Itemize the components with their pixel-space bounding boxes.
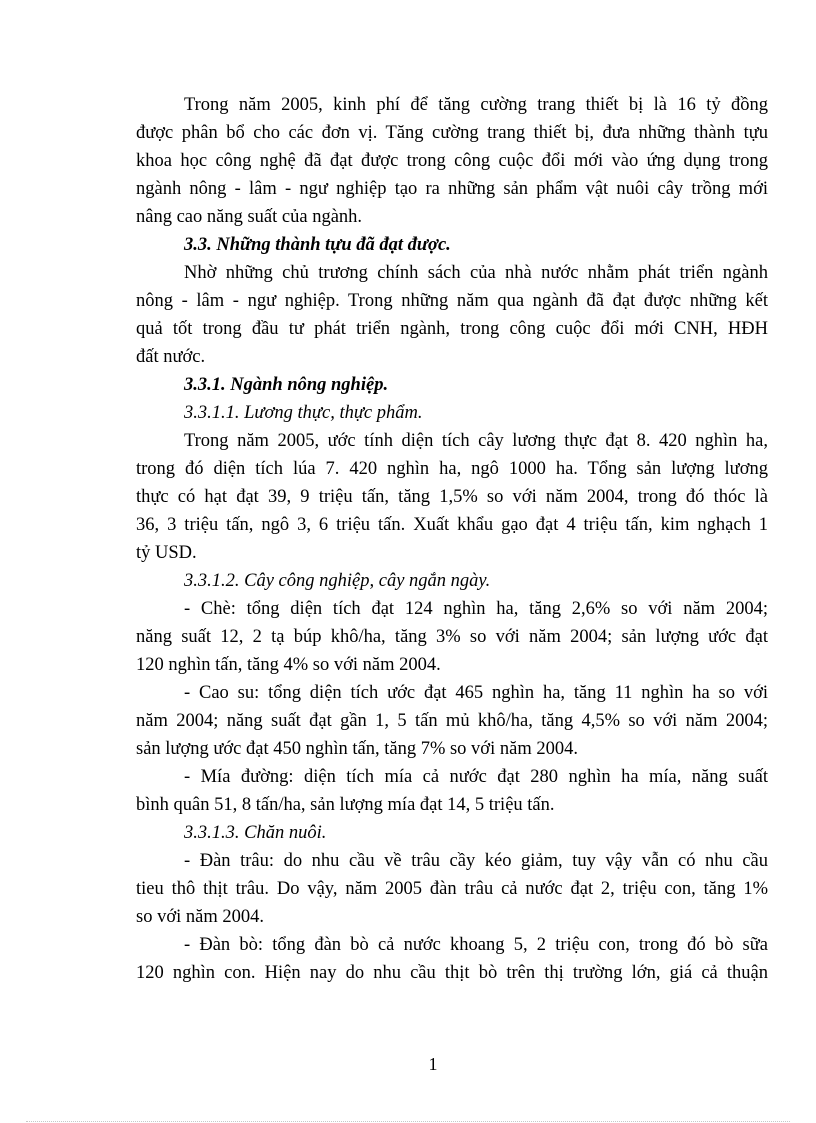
paragraph [136,931,768,987]
text-line: so với năm 2004. [136,907,264,927]
text-line: nâng cao năng suất của ngành. [136,207,363,227]
text-line: ngành nông - lâm - ngư nghiệp tạo ra những sản phẩm vật nuôi cây trồng mới [136,179,768,199]
text-line: - Đàn trâu: do nhu cầu về trâu cầy kéo giảm, tuy vậy vẫn có nhu cầu [184,851,768,871]
text-line: 36, 3 triệu tấn, ngô 3, 6 triệu tấn. Xuất khẩu gạo đạt 4 triệu tấn, kim nghạch 1 [136,515,768,535]
paragraph [136,427,768,567]
text-line: - Mía đường: diện tích mía cả nước đạt 280 nghìn ha mía, năng suất [184,767,768,787]
section-heading: 3.3.1. Ngành nông nghiệp. [184,375,389,395]
paragraph [136,763,768,819]
section-heading: 3.3. Những thành tựu đã đạt được. [184,235,451,255]
text-line: 120 nghìn tấn, tăng 4% so với năm 2004. [136,655,441,675]
text-line: quả tốt trong đầu tư phát triển ngành, trong công cuộc đổi mới CNH, HĐH [136,319,768,339]
subsection-heading: 3.3.1.3. Chăn nuôi. [184,823,327,843]
text-line: 120 nghìn con. Hiện nay do nhu cầu thịt bò trên thị trường lớn, giá cả thuận [136,963,768,983]
paragraph [136,595,768,679]
text-line: - Đàn bò: tổng đàn bò cả nước khoang 5, 2 triệu con, trong đó bò sữa [184,935,768,955]
document-body [136,91,768,987]
text-line: trong đó diện tích lúa 7. 420 nghìn ha, ngô 1000 ha. Tổng sản lượng lương [136,459,768,479]
text-line: thực có hạt đạt 39, 9 triệu tấn, tăng 1,5% so với năm 2004, trong đó thóc là [136,487,768,507]
subsection-heading: 3.3.1.1. Lương thực, thực phẩm. [184,403,423,423]
page-number: 1 [428,1054,438,1074]
text-line: - Chè: tổng diện tích đạt 124 nghìn ha, tăng 2,6% so với năm 2004; [184,599,768,619]
paragraph [136,259,768,371]
paragraph [136,91,768,231]
text-line: tỷ USD. [136,543,197,563]
paragraph [136,679,768,763]
text-line: Nhờ những chủ trương chính sách của nhà nước nhằm phát triển ngành [184,263,768,283]
text-line: Trong năm 2005, ước tính diện tích cây lương thực đạt 8. 420 nghìn ha, [184,431,768,451]
text-line: Trong năm 2005, kinh phí để tăng cường trang thiết bị là 16 tỷ đồng [184,95,768,115]
text-line: khoa học công nghệ đã đạt được trong công cuộc đổi mới vào ứng dụng trong [136,151,768,171]
text-line: - Cao su: tổng diện tích ước đạt 465 nghìn ha, tăng 11 nghìn ha so với [184,683,768,703]
page-bottom-divider [26,1121,790,1122]
subsection-heading: 3.3.1.2. Cây công nghiệp, cây ngắn ngày. [184,571,491,591]
text-line: đất nước. [136,347,206,367]
paragraph [136,847,768,931]
text-line: bình quân 51, 8 tấn/ha, sản lượng mía đạt 14, 5 triệu tấn. [136,795,555,815]
text-line: nông - lâm - ngư nghiệp. Trong những năm qua ngành đã đạt được những kết [136,291,768,311]
text-line: năm 2004; năng suất đạt gần 1, 5 tấn mủ khô/ha, tăng 4,5% so với năm 2004; [136,711,768,731]
text-line: sản lượng ước đạt 450 nghìn tấn, tăng 7% so với năm 2004. [136,739,578,759]
text-line: năng suất 12, 2 tạ búp khô/ha, tăng 3% so với năm 2004; sản lượng ước đạt [136,627,768,647]
text-line: được phân bổ cho các đơn vị. Tăng cường trang thiết bị, đưa những thành tựu [136,123,768,143]
text-line: tieu thô thịt trâu. Do vậy, năm 2005 đàn trâu cả nước đạt 2, triệu con, tăng 1% [136,879,768,899]
